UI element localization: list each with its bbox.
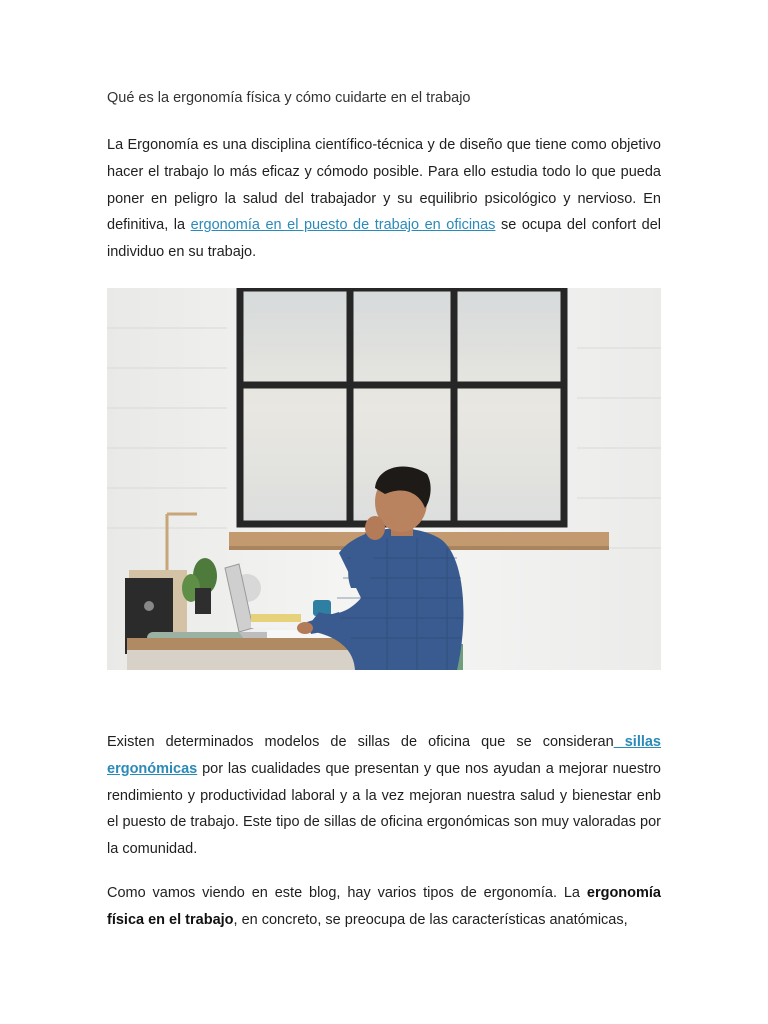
- intro-text-after: se ocupa del confort del individuo en su trabajo.: [107, 217, 661, 261]
- sillas-paragraph: [107, 729, 661, 863]
- intro-text-before: La Ergonomía es una disciplina científico-técnica y de diseño que tiene como objetivo hacer el trabajo lo más eficaz y cómodo posible. Para ello estudia todo lo que pueda poner en peligro la salud del trabajador y su equilibrio psicológico y nervioso. En definitiva, la: [107, 137, 661, 234]
- photo-illustration: [107, 288, 661, 670]
- office-worker-photo: [107, 288, 661, 670]
- intro-paragraph: [107, 132, 661, 266]
- sillas-text-before: Existen determinados modelos de sillas de oficina que se consideran: [107, 734, 614, 750]
- ergonomia-fisica-paragraph: [107, 880, 661, 934]
- ergonomia-text-after: , en concreto, se preocupa de las características anatómicas,: [233, 911, 628, 928]
- sillas-ergonomicas-link[interactable]: sillas ergonómicas: [107, 734, 662, 777]
- sillas-text-after: por las cualidades que presentan y que nos ayudan a mejorar nuestro rendimiento y productividad laboral y a la vez mejoran nuestra salud y bienestar enb el puesto de trabajo. Este tipo de sillas de oficina ergonómicas son muy valoradas por la comunidad.: [107, 760, 661, 858]
- ergonomia-text-before: Como vamos viendo en este blog, hay varios tipos de ergonomía. La: [107, 885, 587, 901]
- document-title: Qué es la ergonomía física y cómo cuidarte en el trabajo: [107, 90, 471, 106]
- ergonomia-fisica-bold: ergonomía física en el trabajo: [107, 885, 661, 928]
- ergonomia-oficinas-link[interactable]: ergonomía en el puesto de trabajo en oficinas: [190, 217, 496, 234]
